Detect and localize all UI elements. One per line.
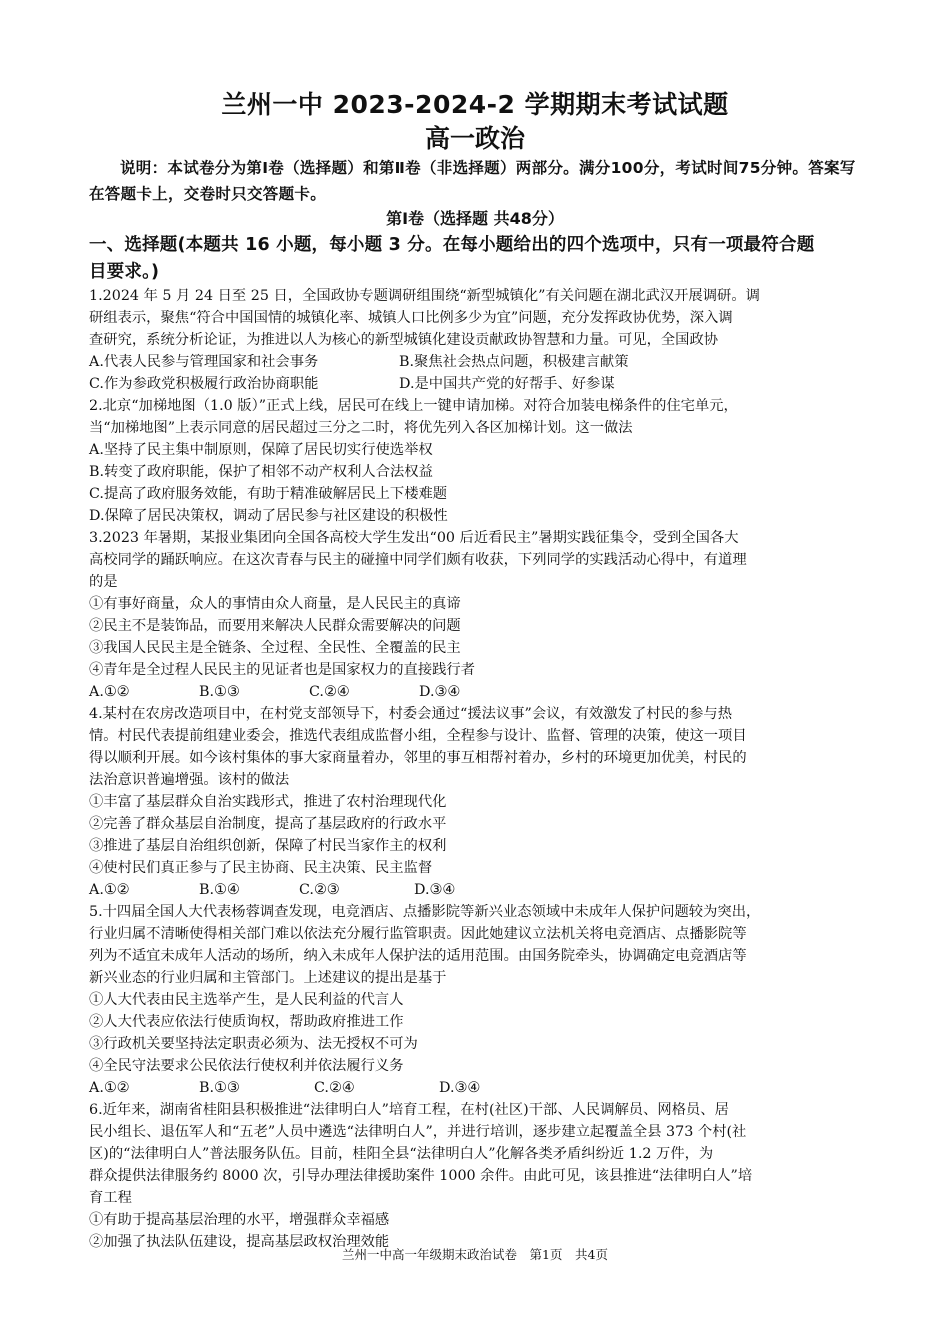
question-stem-line: 情。村民代表提前组建业委会，推选代表组成监督小组，全程参与设计、监督、管理的决策，使这一项目 xyxy=(89,728,747,744)
statement-item: ①丰富了基层群众自治实践形式，推进了农村治理现代化 xyxy=(89,794,447,810)
question-stem-line: 查研究，系统分析论证，为推进以人为核心的新型城镇化建设贡献政协智慧和力量。可见，全国政协 xyxy=(89,332,719,348)
question-list xyxy=(89,285,863,1253)
option-row xyxy=(89,373,863,395)
statement-item: ①有事好商量，众人的事情由众人商量，是人民民主的真谛 xyxy=(89,596,461,612)
statement-item: ①有助于提高基层治理的水平，增强群众幸福感 xyxy=(89,1212,390,1228)
question-stem-line: 当“加梯地图”上表示同意的居民超过三分之二时，将优先列入各区加梯计划。这一做法 xyxy=(89,420,633,436)
answer-option: A.坚持了民主集中制原则，保障了居民切实行使选举权 xyxy=(89,442,433,458)
statement-item: ③我国人民民主是全链条、全过程、全民性、全覆盖的民主 xyxy=(89,640,461,656)
question-stem-line: 民小组长、退伍军人和“五老”人员中遴选“法律明白人”，并进行培训，逐步建立起覆盖全县 373 个村(社 xyxy=(89,1124,747,1140)
statement-item: ②完善了群众基层自治制度，提高了基层政府的行政水平 xyxy=(89,816,447,832)
question-4 xyxy=(89,703,863,901)
answer-option: D.③④ xyxy=(414,882,456,898)
question-stem-line: 的是 xyxy=(89,574,118,590)
question-stem-line: 得以顺利开展。如今该村集体的事大家商量着办，邻里的事互相帮衬着办，乡村的环境更加优美，村民的 xyxy=(89,750,747,766)
question-1 xyxy=(89,285,863,395)
part-heading-line: 一、选择题(本题共 16 小题，每小题 3 分。在每小题给出的四个选项中，只有一项最符合题 xyxy=(89,235,815,255)
statement-item: ④全民守法要求公民依法行使权利并依法履行义务 xyxy=(89,1058,404,1074)
answer-option: C.作为参政党积极履行政治协商职能 xyxy=(89,376,319,392)
option-row xyxy=(89,351,863,373)
answer-option: D.保障了居民决策权，调动了居民参与社区建设的积极性 xyxy=(89,508,448,524)
answer-option: D.③④ xyxy=(439,1080,481,1096)
question-stem-line: 育工程 xyxy=(89,1190,132,1206)
part-heading xyxy=(89,232,864,286)
answer-option: C.②④ xyxy=(314,1080,355,1096)
question-3 xyxy=(89,527,863,703)
question-stem-line: 6.近年来，湖南省桂阳县积极推进“法律明白人”培育工程，在村(社区)干部、人民调解员、网格员、居 xyxy=(89,1102,729,1118)
exam-subject: 高一政治 xyxy=(424,124,525,153)
answer-option: A.①② xyxy=(89,882,130,898)
question-stem-line: 行业归属不清晰使得相关部门难以依法充分履行监管职责。因此她建议立法机关将电竞酒店、点播影院等 xyxy=(89,926,747,942)
exam-instructions: 说明：本试卷分为第Ⅰ卷（选择题）和第Ⅱ卷（非选择题）两部分。满分100分，考试时间75分钟。答案写在答题卡上，交卷时只交答题卡。 xyxy=(89,159,856,203)
answer-option: C.②③ xyxy=(299,882,340,898)
question-stem-line: 3.2023 年暑期，某报业集团向全国各高校大学生发出“00 后近看民主”暑期实践征集令，受到全国各大 xyxy=(89,530,739,546)
answer-option: A.①② xyxy=(89,684,130,700)
statement-item: ④青年是全过程人民民主的见证者也是国家权力的直接践行者 xyxy=(89,662,476,678)
question-stem-line: 4.某村在农房改造项目中，在村党支部领导下，村委会通过“援法议事”会议，有效激发了村民的参与热 xyxy=(89,706,733,722)
statement-item: ③行政机关要坚持法定职责必须为、法无授权不可为 xyxy=(89,1036,418,1052)
question-stem-line: 2.北京“加梯地图（1.0 版）”正式上线，居民可在线上一键申请加梯。对符合加装电梯条件的住宅单元， xyxy=(89,398,738,414)
statement-item: ③推进了基层自治组织创新，保障了村民当家作主的权利 xyxy=(89,838,447,854)
exam-title: 兰州一中 2023-2024-2 学期期末考试试题 xyxy=(221,90,729,119)
statement-item: ④使村民们真正参与了民主协商、民主决策、民主监督 xyxy=(89,860,433,876)
answer-option: B.①③ xyxy=(199,1080,240,1096)
question-stem-line: 法治意识普遍增强。该村的做法 xyxy=(89,772,290,788)
option-row xyxy=(89,1077,863,1099)
question-6 xyxy=(89,1099,863,1253)
section-title: 第Ⅰ卷（选择题 共48分） xyxy=(386,209,564,228)
statement-item: ①人大代表由民主选举产生，是人民利益的代言人 xyxy=(89,992,404,1008)
question-2 xyxy=(89,395,863,527)
option-row xyxy=(89,461,863,483)
question-stem-line: 新兴业态的行业归属和主管部门。上述建议的提出是基于 xyxy=(89,970,447,986)
question-stem-line: 研组表示，聚焦“符合中国国情的城镇化率、城镇人口比例多少为宜”问题，充分发挥政协优势，深入调 xyxy=(89,310,733,326)
page-footer: 兰州一中高一年级期末政治试卷 第1页 共4页 xyxy=(342,1247,608,1262)
statement-item: ②民主不是装饰品，而要用来解决人民群众需要解决的问题 xyxy=(89,618,461,634)
answer-option: D.③④ xyxy=(419,684,461,700)
option-row xyxy=(89,483,863,505)
answer-option: A.①② xyxy=(89,1080,130,1096)
question-stem-line: 5.十四届全国人大代表杨蓉调查发现，电竞酒店、点播影院等新兴业态领域中未成年人保护问题较为突出， xyxy=(89,904,761,920)
option-row xyxy=(89,681,863,703)
answer-option: B.聚焦社会热点问题，积极建言献策 xyxy=(399,354,629,370)
answer-option: C.提高了政府服务效能，有助于精准破解居民上下楼难题 xyxy=(89,486,448,502)
question-5 xyxy=(89,901,863,1099)
statement-item: ②加强了执法队伍建设，提高基层政权治理效能 xyxy=(89,1234,390,1250)
answer-option: B.①③ xyxy=(199,684,240,700)
question-stem-line: 列为不适宜未成年人活动的场所，纳入未成年人保护法的适用范围。由国务院牵头，协调确定电竞酒店等 xyxy=(89,948,747,964)
part-heading-line: 目要求。) xyxy=(89,262,160,282)
answer-option: D.是中国共产党的好帮手、好参谋 xyxy=(399,376,615,392)
answer-option: C.②④ xyxy=(309,684,350,700)
statement-item: ②人大代表应依法行使质询权，帮助政府推进工作 xyxy=(89,1014,404,1030)
question-stem-line: 区)的“法律明白人”普法服务队伍。目前，桂阳全县“法律明白人”化解各类矛盾纠纷近 1.2 万件，为 xyxy=(89,1146,714,1162)
option-row xyxy=(89,439,863,461)
answer-option: B.转变了政府职能，保护了相邻不动产权利人合法权益 xyxy=(89,464,433,480)
question-stem-line: 1.2024 年 5 月 24 日至 25 日，全国政协专题调研组围绕“新型城镇化”有关问题在湖北武汉开展调研。调 xyxy=(89,288,760,304)
answer-option: A.代表人民参与管理国家和社会事务 xyxy=(89,354,319,370)
question-stem-line: 高校同学的踊跃响应。在这次青春与民主的碰撞中同学们颇有收获，下列同学的实践活动心得中，有道理 xyxy=(89,552,747,568)
question-stem-line: 群众提供法律服务约 8000 次，引导办理法律援助案件 1000 余件。由此可见，该县推进“法律明白人”培 xyxy=(89,1168,753,1184)
option-row xyxy=(89,879,863,901)
answer-option: B.①④ xyxy=(199,882,240,898)
option-row xyxy=(89,505,863,527)
